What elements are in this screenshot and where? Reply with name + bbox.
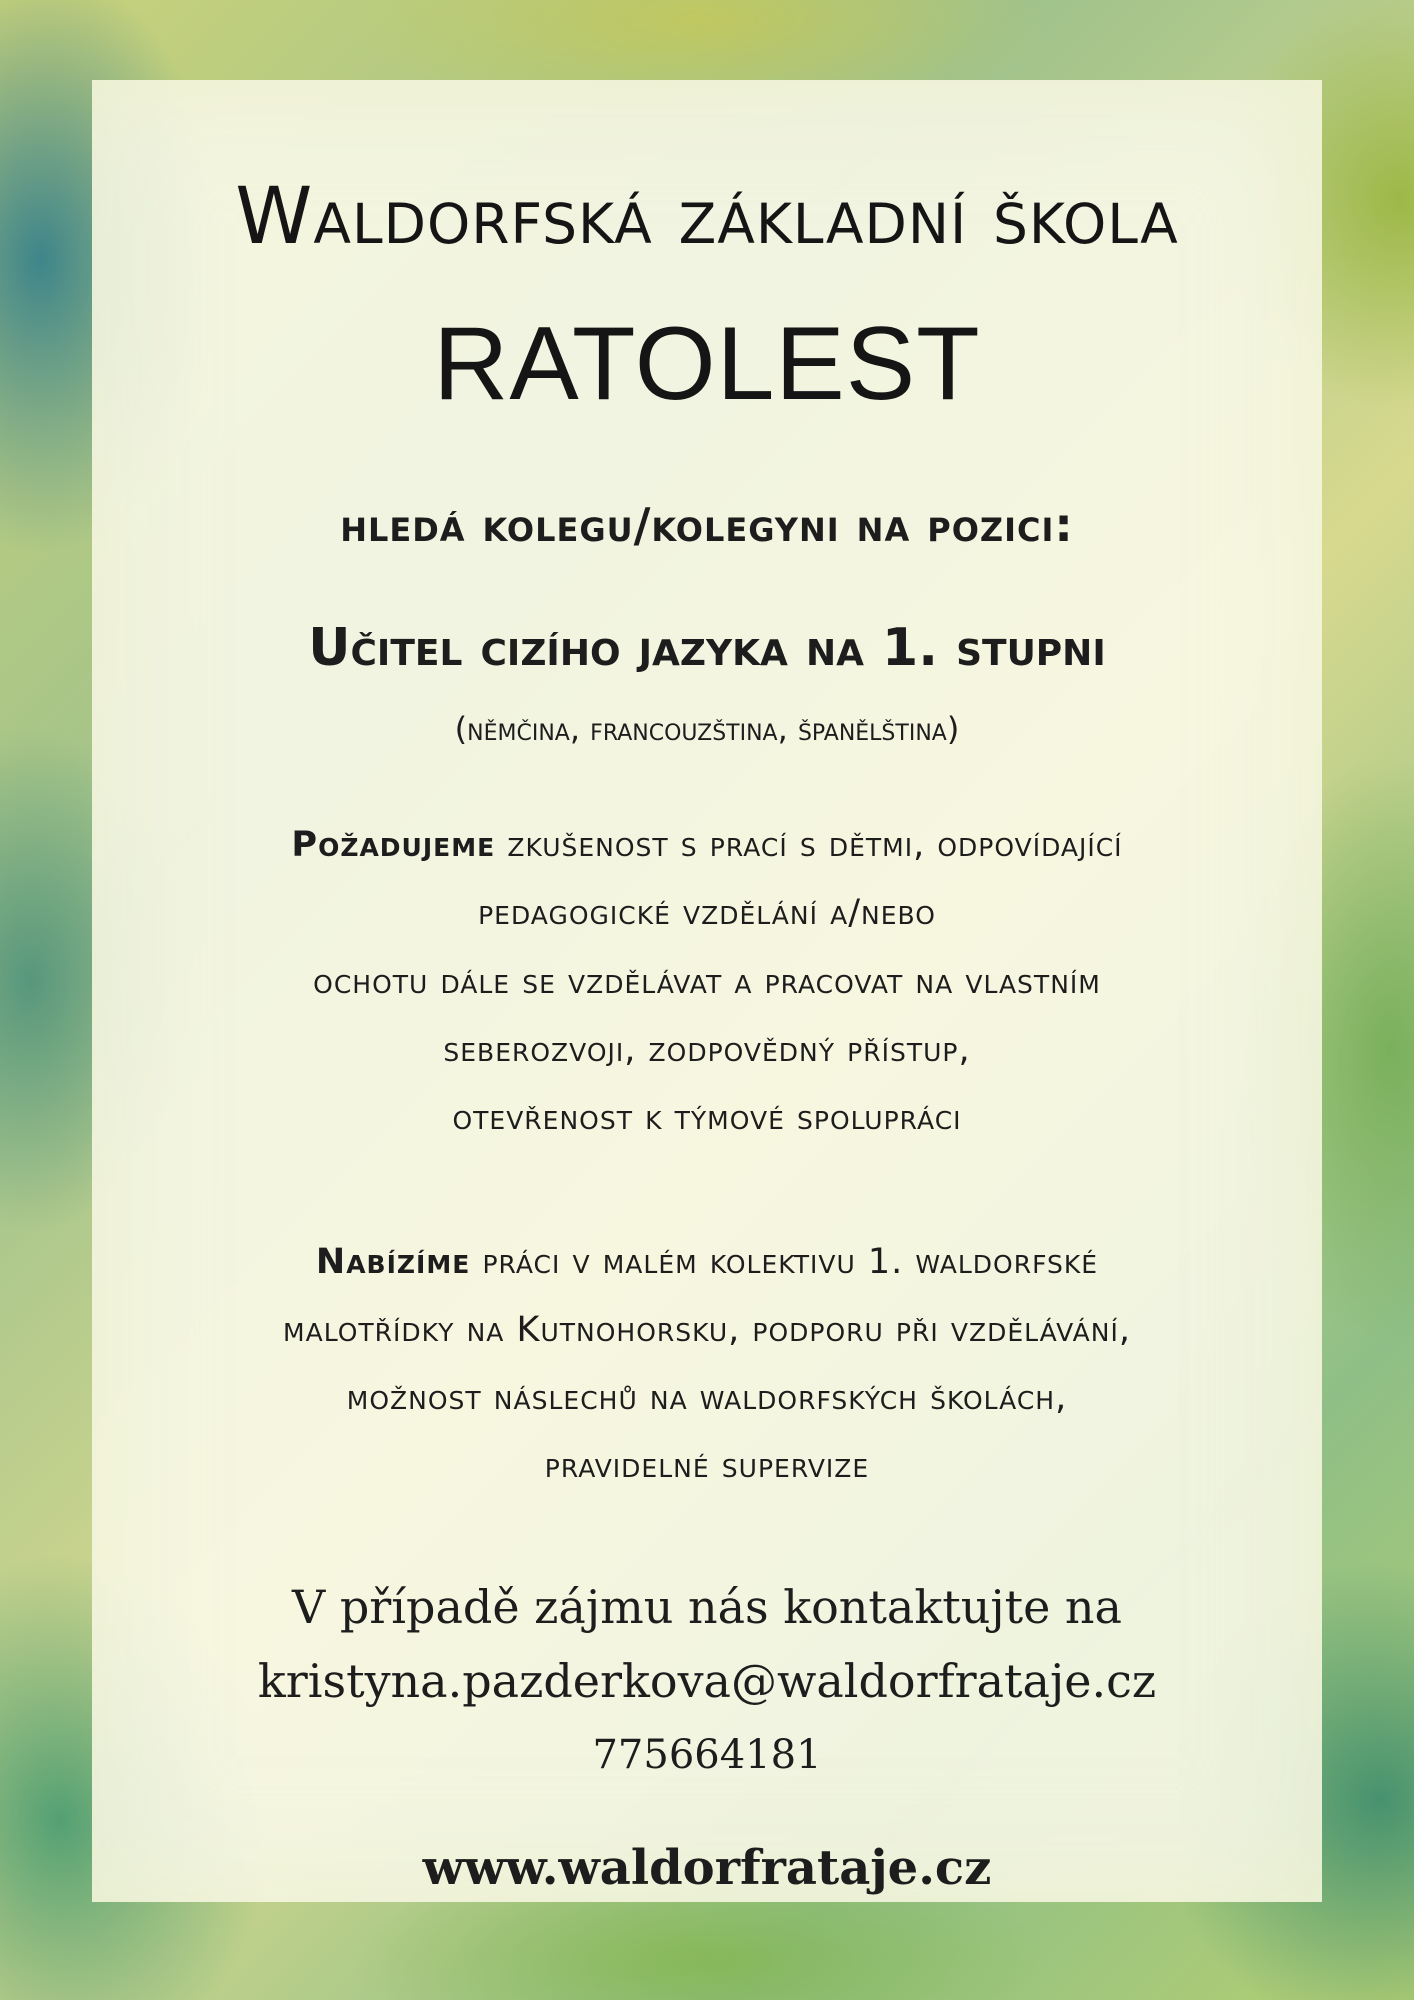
school-name-line: Waldorfská základní škola bbox=[235, 172, 1179, 262]
poster-panel bbox=[92, 80, 1322, 1902]
requirements-line-3: ochotu dále se vzdělávat a pracovat na vlastním bbox=[313, 962, 1101, 1002]
languages-list: (němčina, francouzština, španělština) bbox=[454, 710, 960, 748]
offer-line-1 bbox=[92, 1242, 1322, 1282]
contact-email[interactable]: kristyna.pazderkova@waldorfrataje.cz bbox=[257, 1654, 1157, 1708]
position-title: Učitel cizího jazyka na 1. stupni bbox=[308, 618, 1106, 678]
requirements-line-5: otevřenost k týmové spolupráci bbox=[452, 1098, 962, 1138]
requirements-line-1 bbox=[92, 825, 1322, 865]
requirements-line-4: seberozvoji, zodpovědný přístup, bbox=[443, 1030, 971, 1070]
offer-line-3: možnost náslechů na waldorfských školách, bbox=[346, 1378, 1068, 1418]
school-name: RATOLEST bbox=[433, 306, 981, 422]
seeking-heading: hledá kolegu/kolegyni na pozici: bbox=[340, 498, 1074, 552]
website-link[interactable]: www.waldorfrataje.cz bbox=[422, 1840, 992, 1896]
offer-line-2: malotřídky na Kutnohorsku, podporu při vzdělávání, bbox=[283, 1310, 1131, 1350]
offer-text: práci v malém kolektivu 1. waldorfské bbox=[482, 1242, 1099, 1282]
requirements-lead: Požadujeme bbox=[291, 825, 496, 865]
requirements-text: zkušenost s prací s dětmi, odpovídající bbox=[507, 825, 1123, 865]
contact-phone[interactable]: 775664181 bbox=[592, 1732, 822, 1778]
contact-intro: V případě zájmu nás kontaktujte na bbox=[292, 1580, 1122, 1634]
offer-lead: Nabízíme bbox=[315, 1242, 471, 1282]
requirements-line-2: pedagogické vzdělání a/nebo bbox=[478, 893, 936, 933]
offer-line-4: pravidelné supervize bbox=[544, 1446, 870, 1486]
